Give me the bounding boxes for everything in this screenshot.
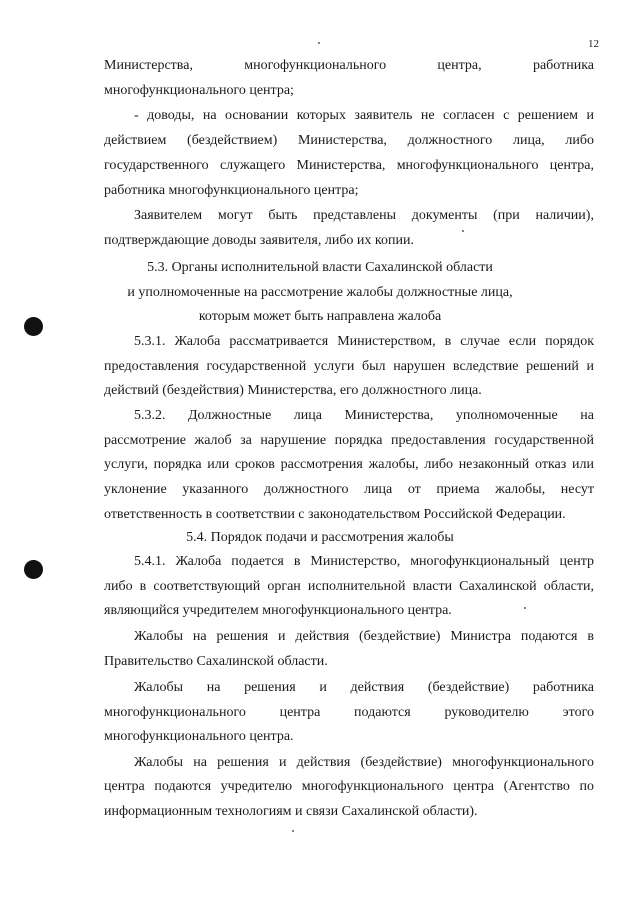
word: приема xyxy=(436,482,480,497)
paragraph-line xyxy=(104,481,594,499)
word: Министерства, xyxy=(297,133,387,148)
word: Министерства, xyxy=(104,58,193,73)
paragraph-line: многофункционального центра; xyxy=(104,83,294,98)
paragraph-line xyxy=(104,704,594,722)
paragraph-line: являющийся учредителем многофункционального центра. xyxy=(104,603,452,618)
word: (бездействием) xyxy=(187,133,278,148)
word: лица xyxy=(364,482,393,497)
word: наличии), xyxy=(535,208,594,223)
paragraph-line: Жалобы на решения и действия (бездействие) многофункционального xyxy=(134,755,594,770)
word: указанного xyxy=(182,482,249,497)
scan-speck xyxy=(524,607,526,609)
word: и xyxy=(319,680,327,695)
paragraph-line: государственного служащего Министерства, многофункционального центра, xyxy=(104,158,594,173)
page-number: 12 xyxy=(588,38,599,50)
paragraph-line xyxy=(134,407,594,425)
paragraph-line: подтверждающие доводы заявителя, либо их копии. xyxy=(104,233,414,248)
word: документы xyxy=(411,208,478,223)
paragraph-line: предоставления государственной услуги был нарушен вследствие решений и xyxy=(104,359,594,374)
section-heading-line: 5.4. Порядок подачи и рассмотрения жалобы xyxy=(186,530,454,545)
word: Министерства, xyxy=(344,408,434,423)
word: (при xyxy=(493,208,520,223)
paragraph-line: - доводы, на основании которых заявитель не согласен с решением и xyxy=(134,108,594,123)
word: подаются xyxy=(354,705,411,720)
paragraph-line xyxy=(104,57,594,75)
paragraph-line: 5.4.1. Жалоба подается в Министерство, многофункциональный центр xyxy=(134,554,594,569)
word: центра xyxy=(279,705,321,720)
section-heading-line: 5.3. Органы исполнительной власти Сахалинской области xyxy=(147,260,493,275)
word: жалобы, xyxy=(495,482,546,497)
word: Должностные xyxy=(187,408,272,423)
paragraph-line: ответственность в соответствии с законодательством Российской Федерации. xyxy=(104,507,566,522)
word: быть xyxy=(268,208,298,223)
word: представлены xyxy=(313,208,396,223)
scan-speck xyxy=(318,42,320,44)
paragraph-line: работника многофункционального центра; xyxy=(104,183,359,198)
scan-speck xyxy=(292,830,294,832)
word: многофункционального xyxy=(104,705,246,720)
section-heading-line: и уполномоченные на рассмотрение жалобы должностные лица, xyxy=(127,285,513,300)
paragraph-line: либо в соответствующий орган исполнительной власти Сахалинской области, xyxy=(104,579,594,594)
word: должностного xyxy=(407,133,493,148)
word: уполномоченные xyxy=(455,408,558,423)
paragraph-line xyxy=(104,132,594,150)
word: действием xyxy=(104,133,167,148)
paragraph-line xyxy=(134,207,594,225)
word: несут xyxy=(560,482,594,497)
word: работника xyxy=(532,58,594,73)
punch-hole-icon xyxy=(24,560,43,579)
word: Жалобы xyxy=(134,680,184,695)
paragraph-line: центра подаются учредителю многофункционального центра (Агентство по xyxy=(104,779,594,794)
word: многофункционального xyxy=(244,58,387,73)
word: могут xyxy=(217,208,253,223)
paragraph-line: услуги, порядка или сроков рассмотрения жалобы, либо незаконный отказ или xyxy=(104,457,594,472)
word: лица, xyxy=(512,133,545,148)
word: (бездействие) xyxy=(427,680,510,695)
word: должностного xyxy=(263,482,349,497)
word: решения xyxy=(244,680,296,695)
word: этого xyxy=(562,705,594,720)
word: на xyxy=(580,408,594,423)
word: Заявителем xyxy=(134,208,203,223)
scan-speck xyxy=(462,230,464,232)
paragraph-line: Жалобы на решения и действия (бездействие) Министра подаются в xyxy=(134,629,594,644)
word: от xyxy=(407,482,421,497)
word: на xyxy=(206,680,221,695)
paragraph-line: Правительство Сахалинской области. xyxy=(104,654,328,669)
word: работника xyxy=(532,680,594,695)
word: действия xyxy=(350,680,405,695)
paragraph-line: многофункционального центра. xyxy=(104,729,294,744)
paragraph-line xyxy=(134,679,594,697)
section-heading-line: которым может быть направлена жалоба xyxy=(198,309,442,324)
word: либо xyxy=(565,133,594,148)
word: лица xyxy=(293,408,322,423)
paragraph-line: информационным технологиям и связи Сахалинской области). xyxy=(104,804,478,819)
paragraph-line: действий (бездействия) Министерства, его должностного лица. xyxy=(104,383,482,398)
word: руководителю xyxy=(444,705,529,720)
word: уклонение xyxy=(104,482,167,497)
word: 5.3.2. xyxy=(134,408,166,423)
paragraph-line: 5.3.1. Жалоба рассматривается Министерством, в случае если порядок xyxy=(134,334,594,349)
paragraph-line: рассмотрение жалоб за нарушение порядка предоставления государственной xyxy=(104,433,594,448)
word: центра, xyxy=(437,58,482,73)
